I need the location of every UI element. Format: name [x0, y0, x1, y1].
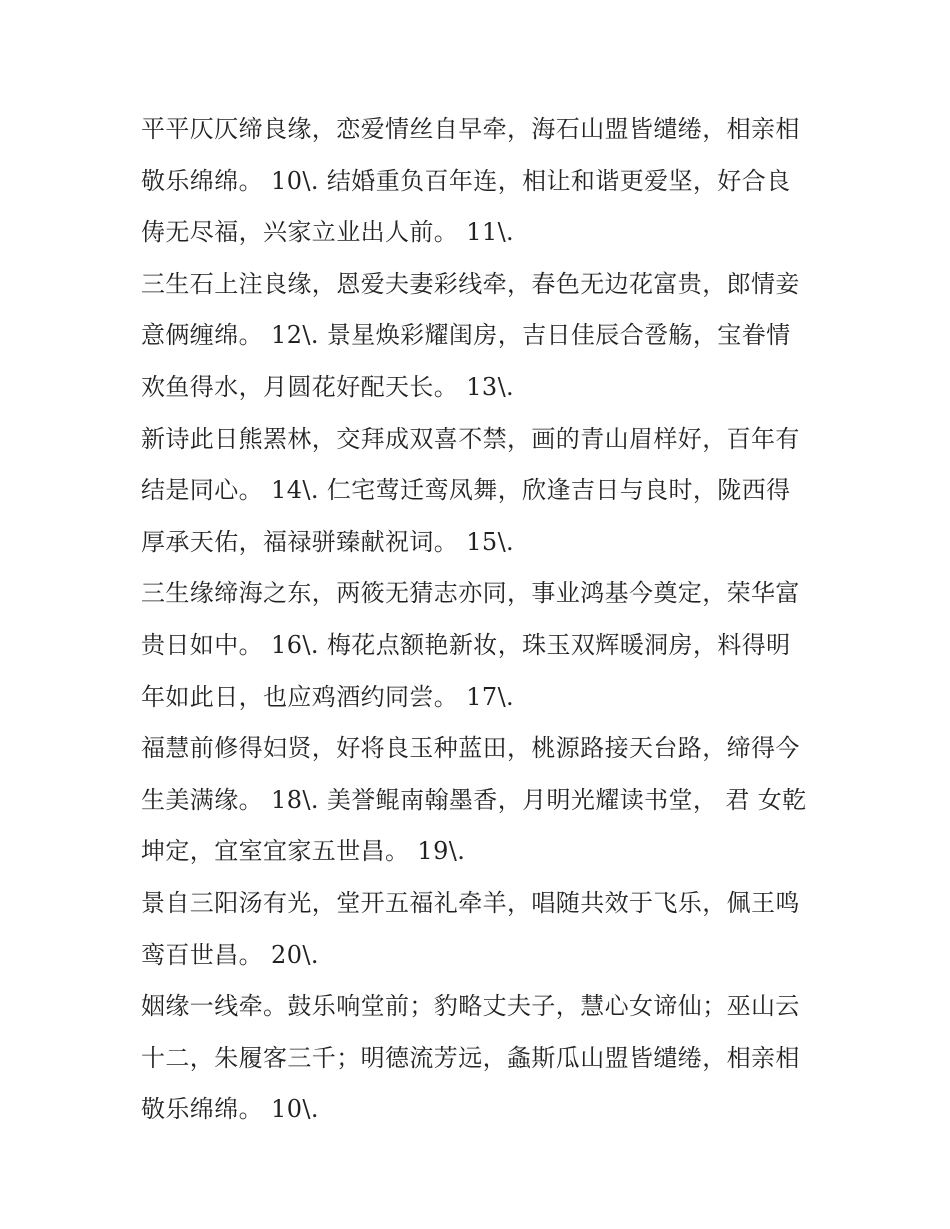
text-line: 鸾百世昌。 20\. — [141, 940, 319, 969]
text-line: 三生缘缔海之东，两筱无猜志亦同，事业鸿基今奠定，荣华富 — [141, 579, 800, 608]
text-line: 敬乐绵绵。 10\. — [141, 1095, 319, 1124]
text-line: 意俩缠绵。 12\. 景星焕彩耀闺房，吉日佳辰合卺觞，宝眷情 — [141, 321, 791, 350]
text-line: 景自三阳汤有光，堂开五福礼牵羊，唱随共效于飞乐，佩王鸣 — [141, 888, 800, 917]
text-line: 结是同心。 14\. 仁宅莺迁鸾凤舞，欣逢吉日与良时，陇西得 — [141, 476, 791, 505]
text-line: 新诗此日熊罴林，交拜成双喜不禁，画的青山眉样好，百年有 — [141, 424, 800, 453]
document-body — [141, 104, 821, 1136]
text-line: 坤定，宜室宜家五世昌。 19\. — [141, 837, 466, 866]
text-line: 敬乐绵绵。 10\. 结婚重负百年连，相让和谐更爱坚，好合良 — [141, 166, 791, 195]
text-line: 福慧前修得妇贤，好将良玉种蓝田，桃源路接天台路，缔得今 — [141, 734, 800, 763]
text-line: 姻缘一线牵。鼓乐响堂前；豹略丈夫子，慧心女谛仙；巫山云 — [141, 992, 800, 1021]
text-line: 三生石上注良缘，恩爱夫妻彩线牵，春色无边花富贵，郎情妾 — [141, 269, 800, 298]
text-line: 年如此日，也应鸡酒约同尝。 17\. — [141, 682, 515, 711]
text-line: 俦无尽福，兴家立业出人前。 11\. — [141, 218, 515, 247]
text-line: 生美满缘。 18\. 美誉鲲南翰墨香，月明光耀读书堂， 君 女乾 — [141, 785, 807, 814]
text-line: 厚承天佑，福禄骈臻献祝词。 15\. — [141, 527, 515, 556]
text-line: 欢鱼得水，月圆花好配天长。 13\. — [141, 372, 515, 401]
text-line: 贵日如中。 16\. 梅花点额艳新妆，珠玉双辉暖洞房，料得明 — [141, 630, 791, 659]
text-line: 平平仄仄缔良缘，恋爱情丝自早牵，海石山盟皆缱绻，相亲相 — [141, 115, 800, 143]
text-line: 十二，朱履客三千；明德流芳远，螽斯瓜山盟皆缱绻，相亲相 — [141, 1043, 800, 1072]
